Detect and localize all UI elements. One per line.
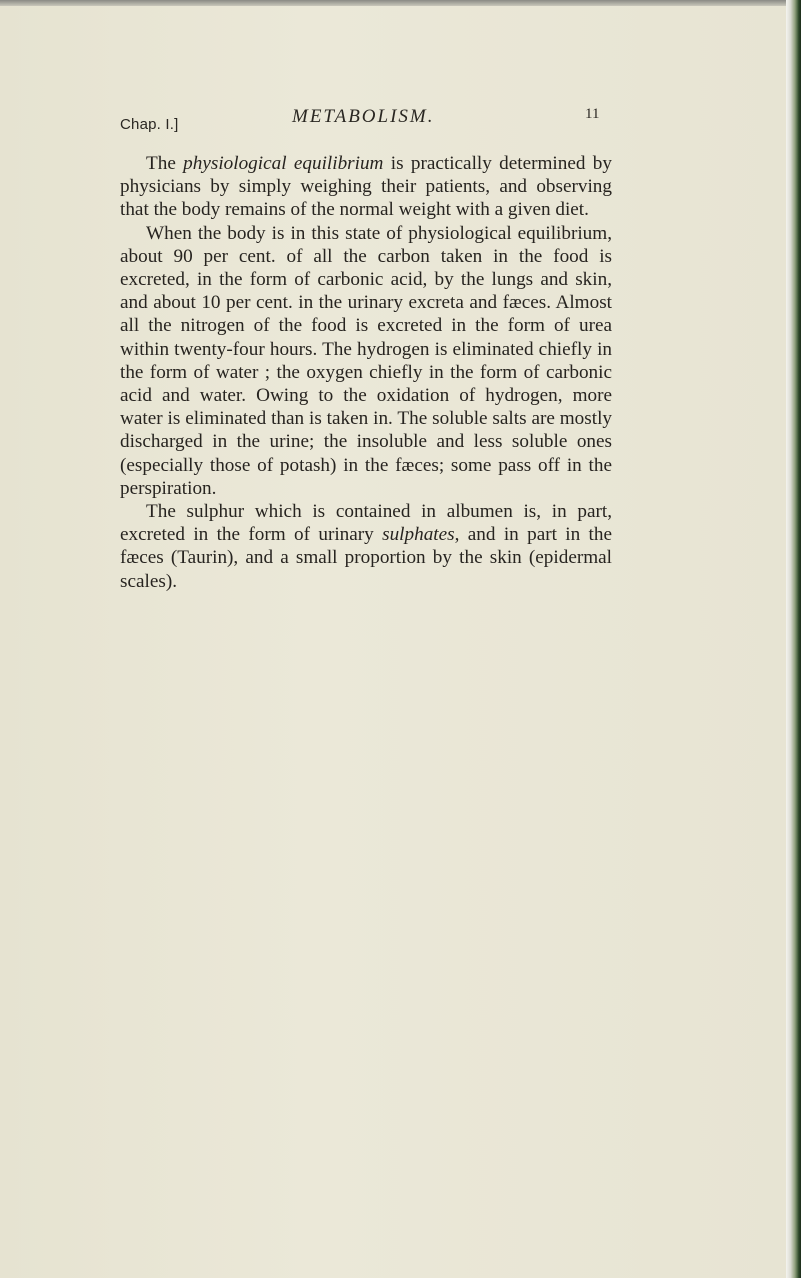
paragraph-text: is practically determined by physicians by simply weighing their patients, and observing that the body remains of the normal weight with a given diet. <box>120 153 612 221</box>
page-top-edge <box>0 0 801 6</box>
running-title: METABOLISM. <box>292 106 435 127</box>
italic-term: physiological equilibrium <box>183 153 384 174</box>
paragraph-sulphur <box>120 500 612 593</box>
italic-term: sulphates <box>382 524 455 546</box>
book-spine-edge <box>786 0 801 1278</box>
paragraph-text: , and in part in the fæces (Taurin), and a small proportion by the skin (epidermal scales). <box>120 524 612 592</box>
paragraph-equilibrium-definition <box>120 152 612 222</box>
paragraph-text: The <box>146 153 184 174</box>
chapter-label: Chap. I.] <box>120 116 179 133</box>
paragraph-excretion: When the body is in this state of physiological equilibrium, about 90 per cent. of all the carbon taken in the food is excreted, in the form of carbonic acid, by the lungs and skin, and about 10 per cent. in the urinary excreta and fæces. Almost all the nitrogen of the food is excreted in the form of urea within twenty-four hours. The hydrogen is eliminated chiefly in the form of water ; the oxygen chiefly in the form of carbonic acid and water. Owing to the oxidation of hydrogen, more water is eliminated than is taken in. The soluble salts are mostly discharged in the urine; the insoluble and less soluble ones (especially those of potash) in the fæces; some pass off in the perspiration. <box>120 222 612 499</box>
paragraph-text: The sulphur which is contained in albumen is, in part, excreted in the form of urinary <box>120 501 612 546</box>
page-number: 11 <box>585 106 600 122</box>
body-text <box>120 152 612 593</box>
page-header <box>120 96 620 133</box>
